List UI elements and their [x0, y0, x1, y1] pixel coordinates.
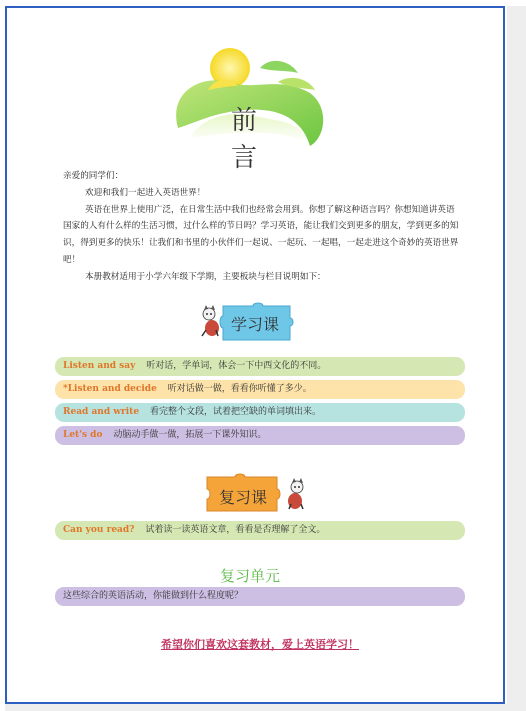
column-tag: Listen and say	[63, 361, 136, 371]
list-item	[55, 426, 465, 445]
review-lesson-badge	[205, 473, 315, 513]
cat-mascot-icon	[288, 478, 303, 509]
list-item	[55, 521, 465, 540]
column-description: 动脑动手做一做，拓展一下课外知识。	[113, 430, 267, 440]
page-title: 前 言	[230, 106, 279, 173]
closing-message: 希望你们喜欢这套教材，爱上英语学习！	[161, 638, 359, 651]
column-description: 听对话做一做，看看你听懂了多少。	[167, 384, 312, 394]
column-description: 这些综合的英语活动，你能做到什么程度呢？	[63, 591, 244, 601]
list-item	[55, 357, 465, 376]
column-description: 听对话，学单词，体会一下中西文化的不同。	[146, 361, 327, 371]
list-item	[55, 380, 465, 399]
intro-paragraph-2: 英语在世界上使用广泛，在日常生活中我们也经常会用到。你想了解这种语言吗？你想知道讲英语国家的人有什么样的生活习惯，过什么样的节日吗？学习英语，能让我们交到更多的朋友，学到更多的知识，得到更多的快乐！让我们和书里的小伙伴们一起说、一起玩、一起唱，一起走进这个奇妙的英语世界吧！	[63, 204, 459, 265]
column-tag: *Listen and decide	[63, 384, 157, 394]
page-shadow-right	[507, 6, 526, 711]
column-description: 试着读一读英语文章，看看是否理解了全文。	[145, 525, 326, 535]
cat-mascot-icon	[202, 305, 219, 336]
list-item	[55, 403, 465, 422]
learning-lesson-badge	[198, 302, 298, 342]
page-shadow-bottom	[5, 704, 526, 711]
list-item	[55, 587, 465, 606]
column-tag: Read and write	[63, 407, 140, 417]
column-tag: Can you read?	[63, 525, 135, 535]
review-lesson-label: 复习课	[219, 488, 268, 507]
review-unit-title: 复习单元	[219, 567, 280, 585]
intro-paragraph-3: 本册教材适用于小学六年级下学期，主要板块与栏目说明如下：	[85, 271, 326, 282]
intro-paragraph-1: 欢迎和我们一起进入英语世界！	[85, 187, 206, 198]
column-description: 看完整个文段，试着把空缺的单词填出来。	[149, 407, 321, 417]
introduction-text	[63, 168, 463, 286]
greeting: 亲爱的同学们：	[63, 171, 124, 181]
learning-lesson-label: 学习课	[231, 315, 280, 334]
column-tag: Let's do	[63, 430, 103, 440]
